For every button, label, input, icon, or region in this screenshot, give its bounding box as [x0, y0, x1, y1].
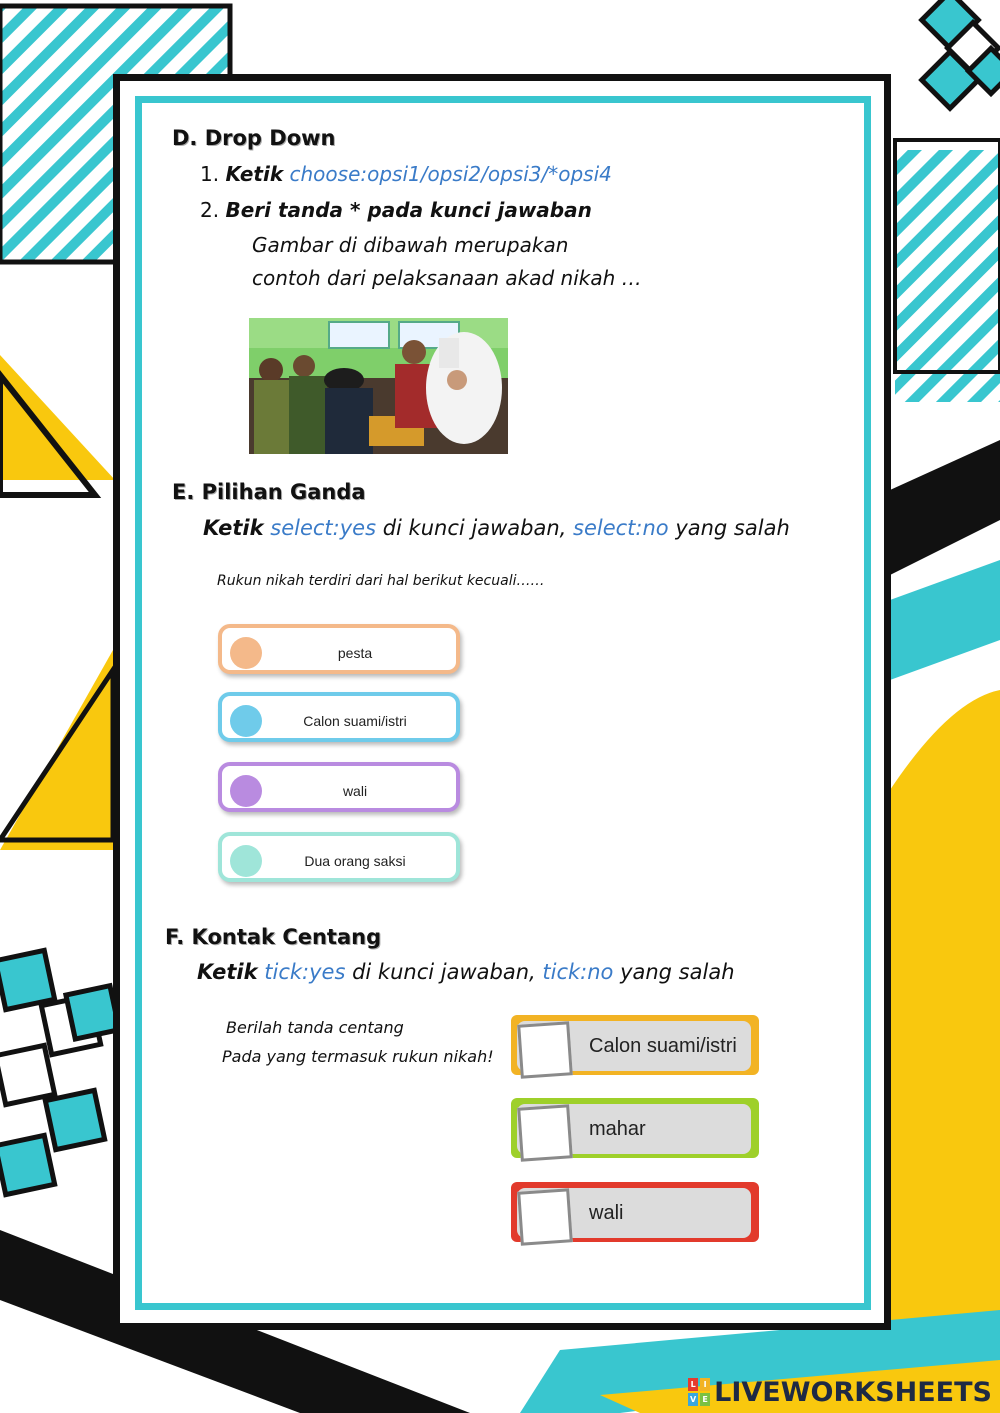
tick-checkbox[interactable]: [517, 1188, 573, 1245]
choice-bullet: [230, 705, 262, 737]
akad-nikah-photo: [249, 318, 508, 454]
tick-no-code: tick:no: [542, 960, 614, 984]
instruction-keyword: Ketik: [197, 960, 258, 984]
instruction-middle: di kunci jawaban,: [376, 516, 573, 540]
instruction-end: yang salah: [613, 960, 735, 984]
step-number: 1.: [200, 162, 220, 186]
choice-bullet: [230, 845, 262, 877]
tick-checkbox[interactable]: [517, 1021, 573, 1078]
instruction-middle: di kunci jawaban,: [345, 960, 543, 984]
choice-label: Dua orang saksi: [304, 853, 406, 869]
tick-item-label: mahar: [589, 1118, 646, 1140]
section-d-step-2: [200, 198, 592, 222]
select-yes-code: select:yes: [270, 516, 377, 540]
tick-prompt-line-1: Berilah tanda centang: [226, 1018, 404, 1037]
step-keyword: Ketik: [225, 162, 284, 186]
section-d-heading: D. Drop Down: [172, 126, 336, 150]
multiple-choice-question: Rukun nikah terdiri dari hal berikut kecuali……: [217, 573, 545, 589]
choice-option-1[interactable]: [218, 624, 460, 674]
section-f-heading: F. Kontak Centang: [165, 925, 382, 949]
section-d-step-1: [200, 162, 612, 186]
choice-option-3[interactable]: [218, 762, 460, 812]
section-f-instruction: [197, 960, 735, 984]
step-number: 2.: [200, 198, 220, 222]
dropdown-question-line-2: contoh dari pelaksanaan akad nikah …: [252, 266, 642, 290]
tick-prompt-line-2: Pada yang termasuk rukun nikah!: [222, 1047, 494, 1066]
choice-label: pesta: [337, 645, 373, 661]
section-e-heading: E. Pilihan Ganda: [172, 480, 366, 504]
logo-letter: L: [688, 1378, 698, 1391]
select-no-code: select:no: [573, 516, 669, 540]
tick-checkbox[interactable]: [517, 1104, 573, 1161]
logo-mark-icon: [688, 1378, 710, 1406]
liveworksheets-logo: [688, 1375, 992, 1409]
choice-bullet: [230, 775, 262, 807]
tick-yes-code: tick:yes: [264, 960, 346, 984]
section-e-instruction: [203, 516, 790, 540]
logo-text: LIVEWORKSHEETS: [714, 1376, 992, 1408]
logo-letter: I: [700, 1378, 710, 1391]
tick-item-3[interactable]: [511, 1182, 759, 1242]
tick-item-2[interactable]: [511, 1098, 759, 1158]
choice-bullet: [230, 637, 262, 669]
choice-label: wali: [342, 783, 368, 799]
tick-item-label: Calon suami/istri: [589, 1035, 737, 1057]
dropdown-code-example: choose:opsi1/opsi2/opsi3/*opsi4: [289, 162, 612, 186]
logo-letter: V: [690, 1395, 697, 1404]
tick-item-label: wali: [589, 1202, 624, 1224]
choice-label: Calon suami/istri: [303, 713, 407, 729]
dropdown-question-line-1: Gambar di dibawah merupakan: [252, 233, 569, 257]
step-text: Beri tanda * pada kunci jawaban: [225, 198, 592, 222]
logo-letter: E: [700, 1393, 710, 1406]
choice-option-2[interactable]: [218, 692, 460, 742]
choice-option-4[interactable]: [218, 832, 460, 882]
instruction-keyword: Ketik: [203, 516, 264, 540]
instruction-end: yang salah: [668, 516, 790, 540]
tick-item-1[interactable]: [511, 1015, 759, 1075]
